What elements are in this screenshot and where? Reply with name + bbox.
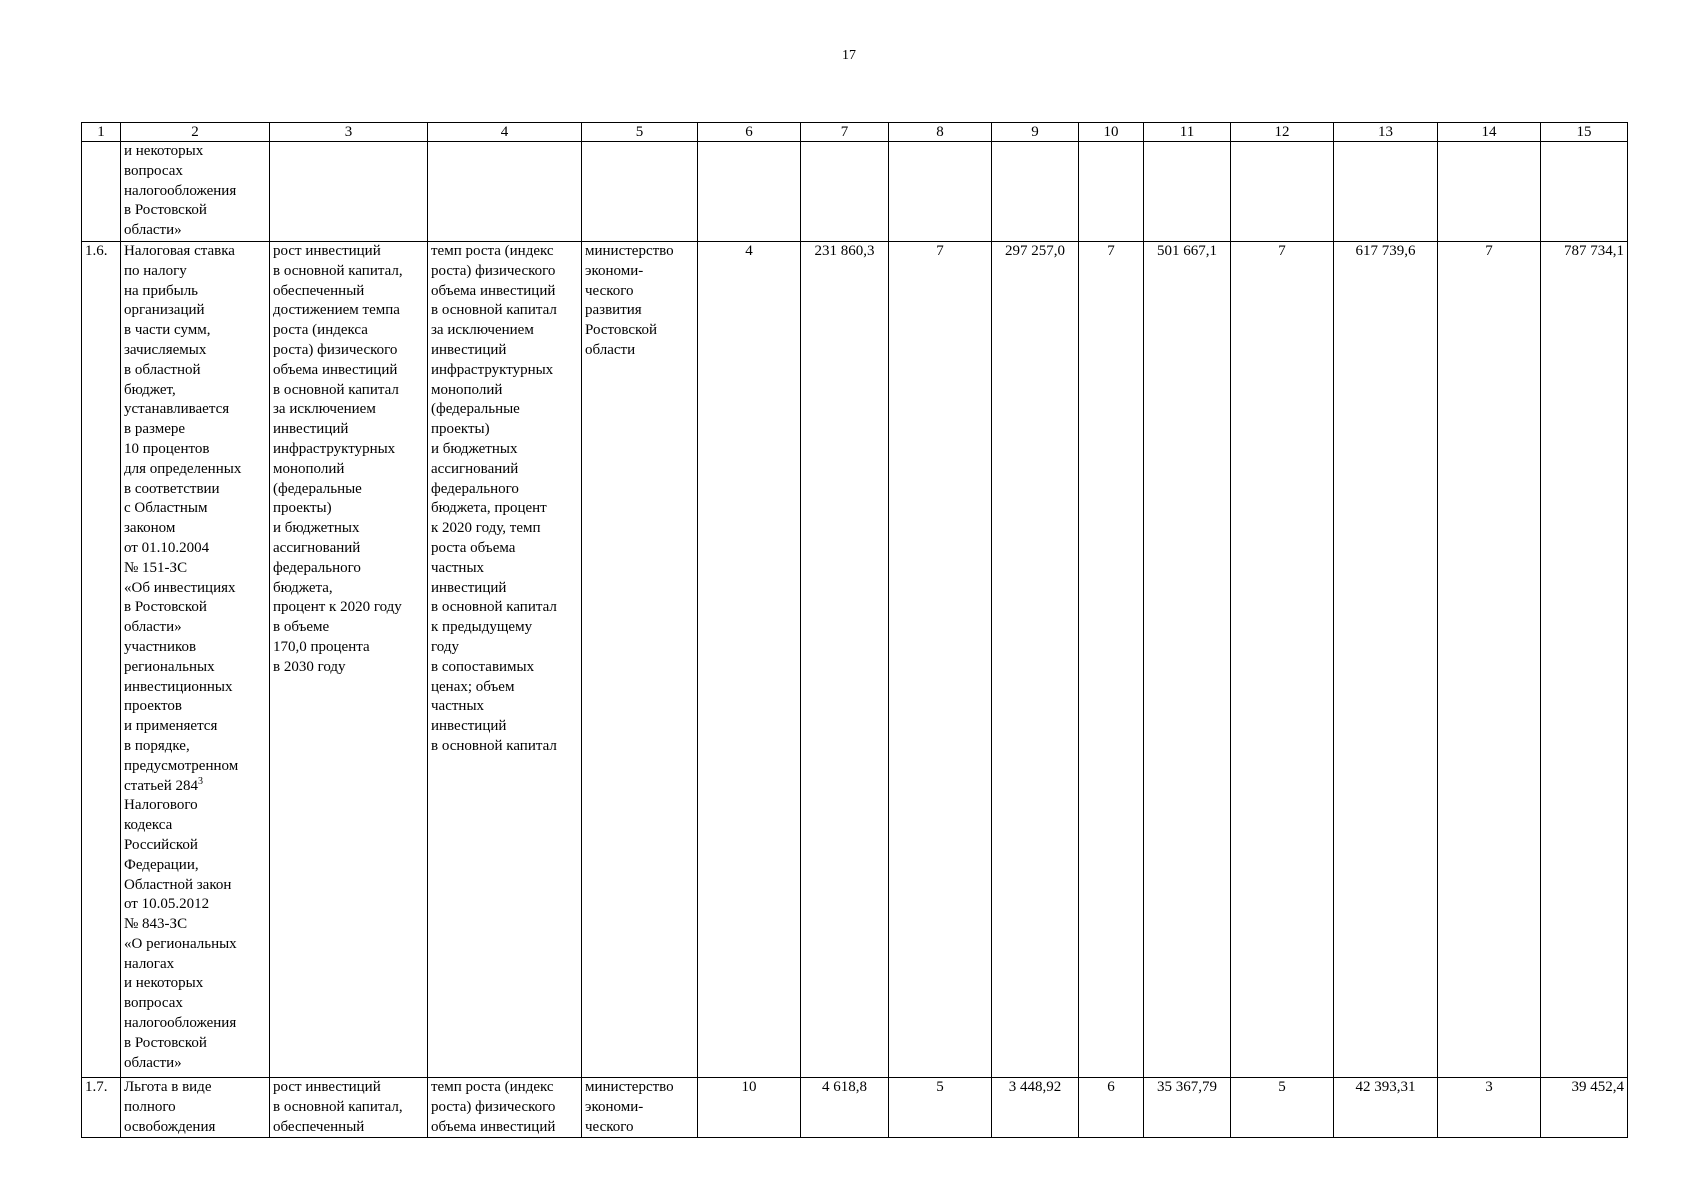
indicator-cell: темп роста (индекс роста) физического объема инвестиций: [428, 1078, 582, 1138]
column-header: 15: [1541, 123, 1628, 142]
curator-cell: министерство экономи- ческого: [582, 1078, 698, 1138]
column-header: 1: [82, 123, 121, 142]
column-header: 2: [121, 123, 270, 142]
column-header: 6: [698, 123, 801, 142]
curator-cell: министерство экономи- ческого развития Ростовской области: [582, 242, 698, 1078]
value-cell: 5: [889, 1078, 992, 1138]
value-cell: 231 860,3: [801, 242, 889, 1078]
column-header: 14: [1438, 123, 1541, 142]
column-header: 7: [801, 123, 889, 142]
value-cell: 7: [1231, 242, 1334, 1078]
value-cell: 5: [1231, 1078, 1334, 1138]
row-number: 1.7.: [82, 1078, 121, 1138]
curator-cell: [582, 142, 698, 242]
value-cell: 35 367,79: [1144, 1078, 1231, 1138]
value-cell: [698, 142, 801, 242]
benefit-name-part-1: Налоговая ставка по налогу на прибыль организаций в части сумм, зачисляемых в областной бюджет, устанавливается в размере 10 процентов для определенных в соответствии с Областным законом от 01.10.2004 № 151-ЗС «Об инвестициях в Ростовской области» участников региональных инвестиционных проектов и применяется в порядке, предусмотренном статьей 284: [124, 243, 242, 794]
benefits-table: [81, 122, 1628, 1138]
page-number: 17: [842, 48, 856, 63]
value-cell: 617 739,6: [1334, 242, 1438, 1078]
value-cell: 3: [1438, 1078, 1541, 1138]
value-cell: 7: [889, 242, 992, 1078]
value-cell: [1541, 142, 1628, 242]
table-row-continuation: [82, 142, 1628, 242]
value-cell: [801, 142, 889, 242]
value-cell: [1144, 142, 1231, 242]
column-header: 9: [992, 123, 1079, 142]
indicator-cell: [428, 142, 582, 242]
column-header: 4: [428, 123, 582, 142]
value-cell: 297 257,0: [992, 242, 1079, 1078]
value-cell: 39 452,4: [1541, 1078, 1628, 1138]
value-cell: [1231, 142, 1334, 242]
column-header: 5: [582, 123, 698, 142]
value-cell: 10: [698, 1078, 801, 1138]
value-cell: 6: [1079, 1078, 1144, 1138]
value-cell: 42 393,31: [1334, 1078, 1438, 1138]
value-cell: [1438, 142, 1541, 242]
column-header: 13: [1334, 123, 1438, 142]
value-cell: 7: [1438, 242, 1541, 1078]
goal-cell: [270, 142, 428, 242]
row-number: 1.6.: [82, 242, 121, 1078]
benefit-name-part-2: Налогового кодекса Российской Федерации, Областной закон от 10.05.2012 № 843-ЗС «О региональных налогах и некоторых вопросах налогообложения в Ростовской области»: [124, 797, 237, 1071]
column-header: 3: [270, 123, 428, 142]
goal-cell: рост инвестиций в основной капитал, обеспеченный достижением темпа роста (индекса роста) физического объема инвестиций в основной капитал за исключением инвестиций инфраструктурных монополий (федеральные проекты) и бюджетных ассигнований федерального бюджета, процент к 2020 году в объеме 170,0 процента в 2030 году: [270, 242, 428, 1078]
value-cell: 4 618,8: [801, 1078, 889, 1138]
benefit-name: [121, 242, 270, 1078]
column-header: 11: [1144, 123, 1231, 142]
value-cell: 501 667,1: [1144, 242, 1231, 1078]
column-header: 10: [1079, 123, 1144, 142]
value-cell: [992, 142, 1079, 242]
row-number: [82, 142, 121, 242]
value-cell: 3 448,92: [992, 1078, 1079, 1138]
column-header: 12: [1231, 123, 1334, 142]
benefit-name: Льгота в виде полного освобождения: [121, 1078, 270, 1138]
value-cell: 787 734,1: [1541, 242, 1628, 1078]
table-row-1-7: [82, 1078, 1628, 1138]
article-superscript: 3: [198, 775, 203, 787]
value-cell: [1334, 142, 1438, 242]
value-cell: [889, 142, 992, 242]
indicator-cell: темп роста (индекс роста) физического объема инвестиций в основной капитал за исключением инвестиций инфраструктурных монополий (федеральные проекты) и бюджетных ассигнований федерального бюджета, процент к 2020 году, темп роста объема частных инвестиций в основной капитал к предыдущему году в сопоставимых ценах; объем частных инвестиций в основной капитал: [428, 242, 582, 1078]
column-header: 8: [889, 123, 992, 142]
value-cell: 4: [698, 242, 801, 1078]
table-row-1-6: [82, 242, 1628, 1078]
goal-cell: рост инвестиций в основной капитал, обеспеченный: [270, 1078, 428, 1138]
benefit-name: и некоторых вопросах налогообложения в Ростовской области»: [121, 142, 270, 242]
value-cell: 7: [1079, 242, 1144, 1078]
value-cell: [1079, 142, 1144, 242]
column-number-row: [82, 123, 1628, 142]
